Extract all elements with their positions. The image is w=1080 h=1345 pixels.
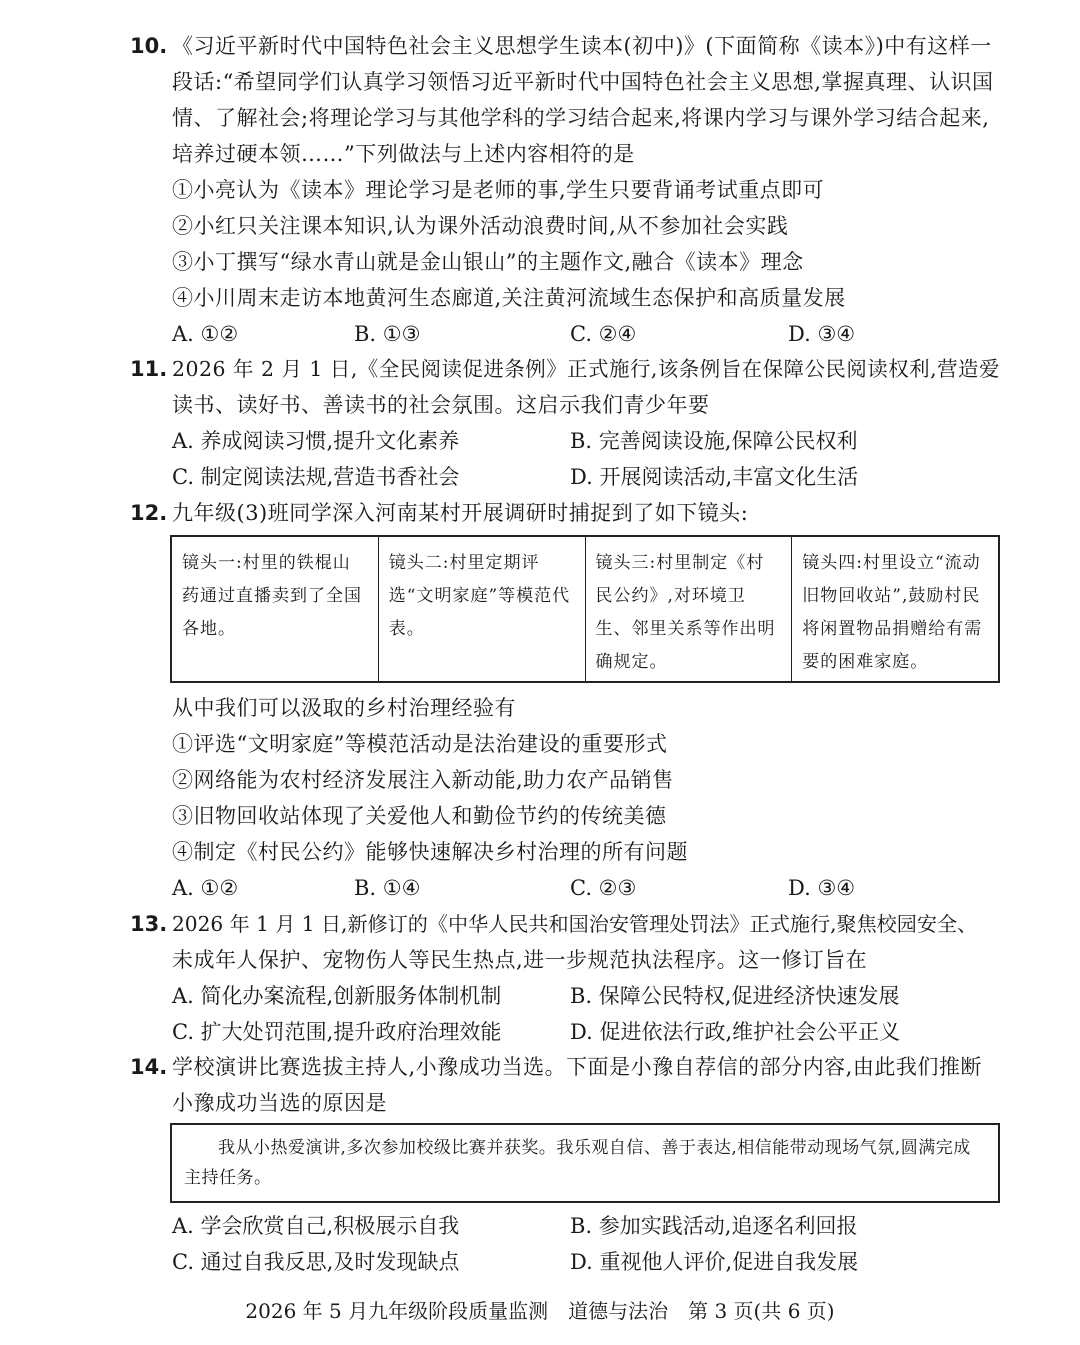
shots-table — [170, 535, 1000, 683]
option-d: D. 促进依法行政,维护社会公平正义 — [570, 1020, 901, 1044]
statement: ②小红只关注课本知识,认为课外活动浪费时间,从不参加社会实践 — [172, 214, 789, 238]
option-a: A. 养成阅读习惯,提升文化素养 — [172, 429, 460, 453]
statement: ③旧物回收站体现了关爱他人和勤俭节约的传统美德 — [172, 804, 667, 828]
question-text-line: 读书、读好书、善读书的社会氛围。这启示我们青少年要 — [172, 393, 710, 417]
option-b: B. 完善阅读设施,保障公民权利 — [570, 429, 858, 453]
option-d: D. 开展阅读活动,丰富文化生活 — [570, 465, 859, 489]
option-b: B. 保障公民特权,促进经济快速发展 — [570, 984, 900, 1008]
option-c: C. ②③ — [570, 876, 637, 900]
shot-cell: 镜头三:村里制定《村民公约》,对环境卫生、邻里关系等作出明确规定。 — [586, 537, 793, 681]
question-text-line: 未成年人保护、宠物伤人等民生热点,进一步规范执法程序。这一修订旨在 — [172, 948, 868, 972]
option-b: B. 参加实践活动,追逐名利回报 — [570, 1214, 858, 1238]
option-d: D. ③④ — [788, 876, 856, 900]
letter-excerpt-box: 我从小热爱演讲,多次参加校级比赛并获奖。我乐观自信、善于表达,相信能带动现场气氛,圆满完成主持任务。 — [170, 1123, 1000, 1203]
page-footer: 2026 年 5 月九年级阶段质量监测 道德与法治 第 3 页(共 6 页) — [245, 1299, 835, 1323]
question-number: 13. — [130, 912, 168, 936]
statement: ①评选“文明家庭”等模范活动是法治建设的重要形式 — [172, 732, 668, 756]
option-c: C. ②④ — [570, 322, 637, 346]
option-b: B. ①③ — [354, 322, 421, 346]
question-text-line: 2026 年 1 月 1 日,新修订的《中华人民共和国治安管理处罚法》正式施行,聚焦校园安全、 — [172, 912, 978, 936]
option-c: C. 制定阅读法规,营造书香社会 — [172, 465, 460, 489]
option-a: A. 简化办案流程,创新服务体制机制 — [172, 984, 502, 1008]
option-a: A. ①② — [172, 322, 239, 346]
question-text-line: 培养过硬本领……”下列做法与上述内容相符的是 — [172, 142, 635, 166]
question-text-line: 九年级(3)班同学深入河南某村开展调研时捕捉到了如下镜头: — [172, 501, 749, 525]
question-text-line: 学校演讲比赛选拔主持人,小豫成功当选。下面是小豫自荐信的部分内容,由此我们推断 — [172, 1055, 982, 1079]
question-number: 11. — [130, 357, 168, 381]
question-text-line: 段话:“希望同学们认真学习领悟习近平新时代中国特色社会主义思想,掌握真理、认识国 — [172, 70, 994, 94]
option-a: A. ①② — [172, 876, 239, 900]
question-text-line: 《习近平新时代中国特色社会主义思想学生读本(初中)》(下面简称《读本》)中有这样一 — [172, 34, 992, 58]
question-text-line: 2026 年 2 月 1 日,《全民阅读促进条例》正式施行,该条例旨在保障公民阅读权利,营造爱 — [172, 357, 1000, 381]
statement: ③小丁撰写“绿水青山就是金山银山”的主题作文,融合《读本》理念 — [172, 250, 804, 274]
question-number: 12. — [130, 501, 168, 525]
option-d: D. 重视他人评价,促进自我发展 — [570, 1250, 859, 1274]
shot-cell: 镜头一:村里的铁棍山药通过直播卖到了全国各地。 — [172, 537, 379, 681]
question-number: 14. — [130, 1055, 168, 1079]
option-c: C. 通过自我反思,及时发现缺点 — [172, 1250, 460, 1274]
option-d: D. ③④ — [788, 322, 856, 346]
shot-cell: 镜头二:村里定期评选“文明家庭”等模范代表。 — [379, 537, 586, 681]
option-c: C. 扩大处罚范围,提升政府治理效能 — [172, 1020, 502, 1044]
question-text-line: 小豫成功当选的原因是 — [172, 1091, 387, 1115]
shot-cell: 镜头四:村里设立“流动旧物回收站”,鼓励村民将闲置物品捐赠给有需要的困难家庭。 — [802, 553, 983, 672]
question-number: 10. — [130, 34, 168, 58]
question-text-line: 情、了解社会;将理论学习与其他学科的学习结合起来,将课内学习与课外学习结合起来, — [172, 106, 990, 130]
statement: ④小川周末走访本地黄河生态廊道,关注黄河流域生态保护和高质量发展 — [172, 286, 846, 310]
statement: ②网络能为农村经济发展注入新动能,助力农产品销售 — [172, 768, 674, 792]
option-b: B. ①④ — [354, 876, 421, 900]
option-a: A. 学会欣赏自己,积极展示自我 — [172, 1214, 460, 1238]
statement: ①小亮认为《读本》理论学习是老师的事,学生只要背诵考试重点即可 — [172, 178, 825, 202]
question-stem: 从中我们可以汲取的乡村治理经验有 — [172, 696, 516, 720]
statement: ④制定《村民公约》能够快速解决乡村治理的所有问题 — [172, 840, 688, 864]
